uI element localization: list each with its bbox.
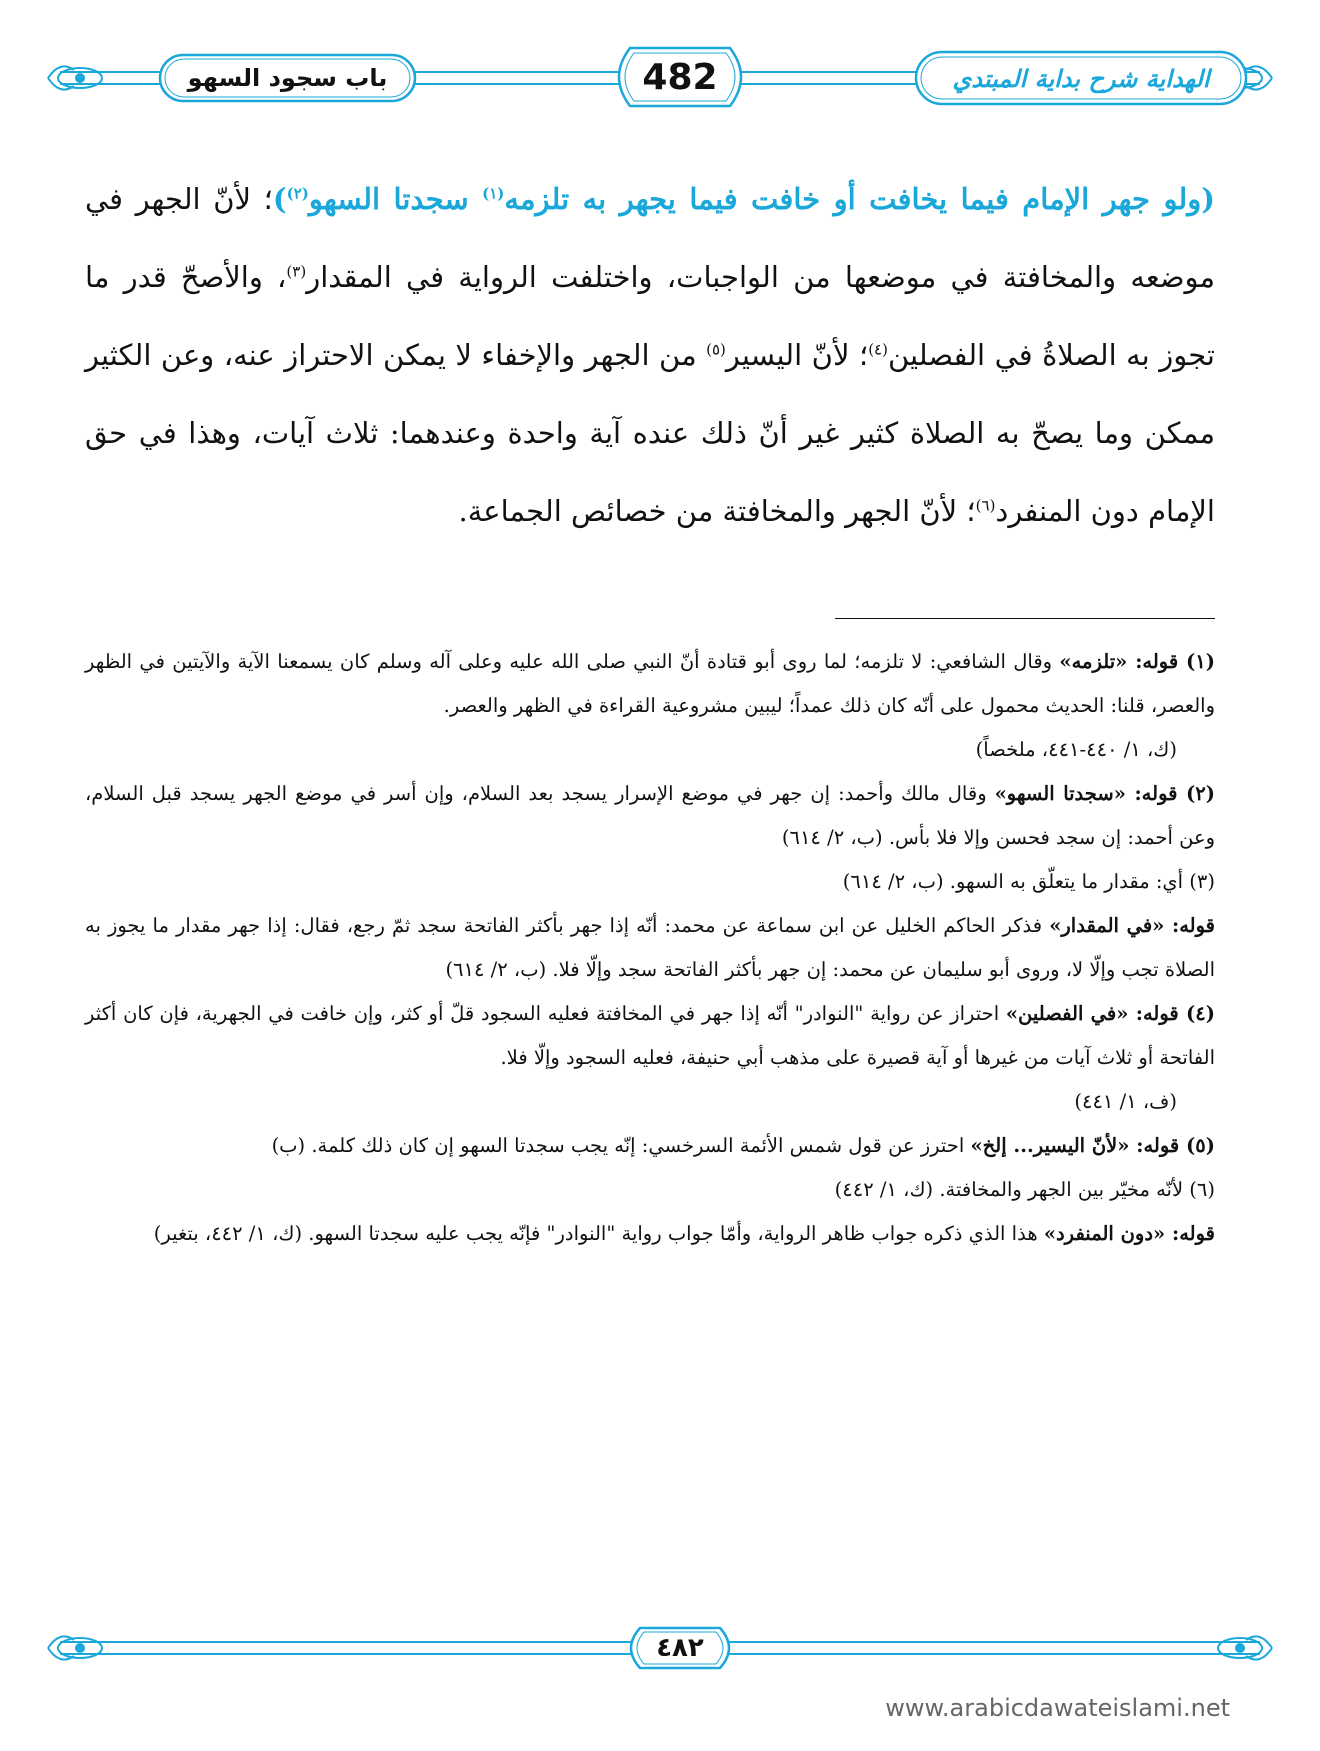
footnote-5: (٥) قوله: «لأنّ اليسير... إلخ» احترز عن قول شمس الأئمة السرخسي: إنّه يجب سجدتا السهو إن كان ذلك كلمة. (ب)	[271, 1134, 1215, 1157]
footer-page-number: ٤٨٢	[656, 1633, 704, 1663]
sharh-text: ؛ لأنّ الجهر في موضعه والمخافتة في موضعها من الواجبات، واختلفت الرواية في المقدار	[85, 182, 1216, 294]
footnote-2: (٢) قوله: «سجدتا السهو» وقال مالك وأحمد: إن جهر في موضع الإسرار يسجد بعد السلام، وإن أسر في موضع الجهر يسجد قبل السلام، وعن أحمد: إن سجد فحسن وإلا فلا بأس. (ب، ٢/ ٦١٤)	[85, 782, 1215, 849]
footnote-ref-1[interactable]: (١)	[482, 184, 505, 203]
page-footer	[40, 1620, 1280, 1680]
book-title: الهداية شرح بداية المبتدي	[952, 63, 1210, 93]
footnote-4-ref: (ف، ١/ ٤٤١)	[1074, 1090, 1177, 1113]
footnote-ref-2[interactable]: (٢)	[286, 184, 309, 203]
footnotes	[85, 640, 1215, 1256]
footnote-ref-5[interactable]: (٥)	[706, 340, 726, 359]
footnote-ref-6[interactable]: (٦)	[975, 496, 996, 515]
footnote-1: (١) قوله: «تلزمه» وقال الشافعي: لا تلزمه؛ لما روى أبو قتادة أنّ النبي صلى الله عليه وعلى آله وسلم كان يسمعنا الآية والآيتين في الظهر والعصر، قلنا: الحديث محمول على أنّه كان ذلك عمداً؛ ليبين مشروعية القراءة في الظهر والعصر.	[85, 650, 1216, 717]
footnote-6-cont: قوله: «دون المنفرد» هذا الذي ذكره جواب ظاهر الرواية، وأمّا جواب رواية "النوادر" فإنّه يجب عليه سجدتا السهو. (ك، ١/ ٤٤٢، بتغير)	[153, 1222, 1215, 1245]
footnote-4: (٤) قوله: «في الفصلين» احتراز عن رواية "النوادر" أنّه إذا جهر في المخافتة فعليه السجود قلّ أو كثر، وإن خافت في الجهرية، فإن كان أكثر الفاتحة أو ثلاث آيات من غيرها أو آية قصيرة على مذهب أبي حنيفة، فعليه السجود وإلّا فلا.	[85, 1002, 1216, 1069]
footnote-3: (٣) أي: مقدار ما يتعلّق به السهو. (ب، ٢/ ٦١٤)	[842, 870, 1215, 893]
main-text: (ولو جهر الإمام فيما يخافت أو خافت فيما يجهر به تلزمه$^{(١)}$ سجدتا السهو$^{(٢)}$)؛ لأنّ الجهر في موضعه والمخافتة في موضعها من الواجبات، واختلفت الرواية في المقدار$^{(٣)}$، والأصحّ قدر ما تجوز به الصلاةُ في الفصلين$^{(٤)}$؛ لأنّ اليسير$^{(٥)}$ من الجهر والإخفاء لا يمكن الاحتراز عنه، وعن الكثير ممكن وما يصحّ به الصلاة كثير غير أنّ ذلك عنده آية واحدة وعندهما: ثلاث آيات، وهذا في حق الإمام دون المنفرد$^{(٦)}$؛ لأنّ الجهر والمخافتة من خصائص الجماعة.	[85, 182, 1216, 528]
footnote-6: (٦) لأنّه مخيّر بين الجهر والمخافتة. (ك، ١/ ٤٤٢)	[834, 1178, 1215, 1201]
page-number: 482	[642, 56, 718, 98]
footnote-ref-4[interactable]: (٤)	[868, 340, 888, 359]
footnote-1-ref: (ك، ١/ ٤٤٠-٤٤١، ملخصاً)	[975, 738, 1177, 761]
website-watermark[interactable]: www.arabicdawateislami.net	[885, 1694, 1230, 1722]
footnote-3-cont: قوله: «في المقدار» فذكر الحاكم الخليل عن ابن سماعة عن محمد: أنّه إذا جهر بأكثر الفاتحة سجد ثمّ رجع، فقال: إذا جهر مقدار ما يجوز به الصلاة تجب وإلّا لا، وروى أبو سليمان عن محمد: إن جهر بأكثر الفاتحة سجد وإلّا فلا. (ب، ٢/ ٦١٤)	[85, 914, 1215, 981]
footnote-divider	[835, 618, 1215, 619]
page-header	[40, 38, 1280, 118]
chapter-title: باب سجود السهو	[187, 64, 388, 92]
footnote-ref-3[interactable]: (٣)	[286, 262, 307, 281]
matn-quote: (ولو جهر الإمام فيما يخافت أو خافت فيما يجهر به تلزمه$^{(١)}$ سجدتا السهو$^{(٢)}$)	[272, 182, 1215, 216]
